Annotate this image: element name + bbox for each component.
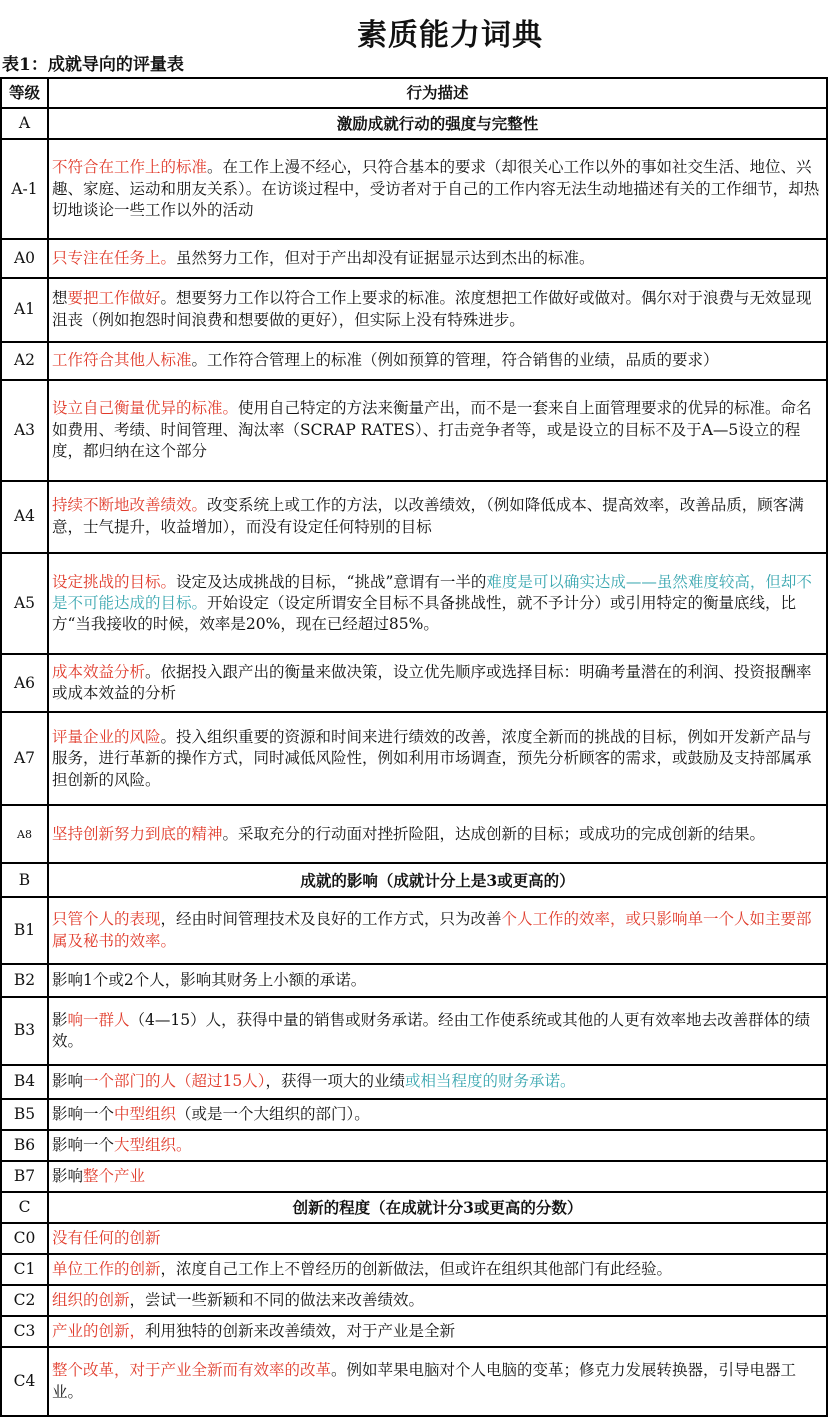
- section-row: [1, 863, 827, 897]
- level-cell: A3: [1, 380, 48, 480]
- description-text: 影响: [52, 1072, 84, 1091]
- description-cell: [48, 654, 827, 712]
- highlighted-text: 设定挑战的目标。: [52, 572, 177, 591]
- table-row: [1, 553, 827, 654]
- description-cell: [48, 108, 827, 139]
- description-cell: [48, 1099, 827, 1130]
- description-text: 想: [52, 289, 68, 308]
- level-cell: A-1: [1, 139, 48, 239]
- level-cell: C: [1, 1192, 48, 1223]
- level-cell: C2: [1, 1285, 48, 1316]
- table-row: [1, 997, 827, 1065]
- highlighted-text: 没有任何的创新: [52, 1229, 161, 1248]
- header-level: 等级: [1, 78, 48, 108]
- description-cell: [48, 1316, 827, 1347]
- description-text: 。依据投入跟产出的衡量来做决策，设立优先顺序或选择目标：明确考量潜在的利润、投资报酬率或成本效益的分析: [52, 662, 812, 703]
- level-cell: A2: [1, 342, 48, 380]
- highlighted-text: 中型组织: [114, 1105, 177, 1124]
- description-text: 影: [52, 1010, 68, 1029]
- description-text: ，尝试一些新颖和不同的做法来改善绩效。: [129, 1291, 425, 1310]
- description-text: 影响1个或2个人，影响其财务上小额的承诺。: [52, 970, 367, 989]
- table-row: [1, 1223, 827, 1254]
- description-text: ，获得一项大的业绩: [265, 1072, 406, 1091]
- highlighted-text: 成本效益分析: [52, 662, 146, 681]
- highlighted-text: 要把工作做好: [67, 289, 161, 308]
- description-text: 。工作符合管理上的标准（例如预算的管理，符合销售的业绩，品质的要求）: [191, 351, 719, 370]
- highlighted-text: 整个改革，对于产业全新而有效率的改革: [52, 1361, 332, 1380]
- description-cell: [48, 964, 827, 997]
- highlighted-text: 一个部门的人（超过15人）: [83, 1072, 266, 1091]
- description-text: 改变系统上或工作的方法，以改善绩效，（例如降低成本、提高效率，改善品质，顾客满意，士气提升，收益增加），而没有设定任何特别的目标: [52, 496, 804, 536]
- description-cell: [48, 1254, 827, 1285]
- table-row: [1, 1316, 827, 1347]
- table-row: [1, 654, 827, 712]
- description-cell: [48, 481, 827, 553]
- description-text: 。在工作上漫不经心，只符合基本的要求（却很关心工作以外的事如社交生活、地位、兴趣、家庭、运动和朋友关系）。在访谈过程中，受访者对于自己的工作内容无法生动地描述有关的工作细节，却热切地谈论一些工作以外的活动: [52, 158, 820, 219]
- highlighted-text: 响一群人: [67, 1010, 130, 1029]
- level-cell: A6: [1, 654, 48, 712]
- highlighted-text: 设立自己衡量优异的标准。: [52, 399, 239, 418]
- level-cell: B7: [1, 1161, 48, 1192]
- highlighted-text: 评量企业的风险: [52, 727, 161, 746]
- table-row: [1, 139, 827, 239]
- section-row: [1, 1192, 827, 1223]
- description-text: 开始设定（设定所谓安全目标不具备挑战性，就不予计分）或引用特定的衡量底线，比方“当我接收的时候，效率是20%，现在已经超过85%。: [52, 593, 797, 634]
- highlighted-text: 单位工作的创新: [52, 1260, 161, 1279]
- description-cell: [48, 712, 827, 805]
- description-cell: [48, 805, 827, 863]
- evaluation-table-body: [1, 78, 827, 1416]
- description-text: 。想要努力工作以符合工作上要求的标准。浓度想把工作做好或做对。偶尔对于浪费与无效显现沮丧（例如抱怨时间浪费和想要做的更好），但实际上没有特殊进步。: [52, 289, 812, 329]
- description-text: （4—15）人，获得中量的销售或财务承诺。经由工作使系统或其他的人更有效率地去改善群体的绩效。: [52, 1010, 811, 1050]
- level-cell: C3: [1, 1316, 48, 1347]
- level-cell: A8: [1, 805, 48, 863]
- description-text: 。采取充分的行动面对挫折险阻，达成创新的目标；或成功的完成创新的结果。: [222, 824, 766, 843]
- description-cell: [48, 1065, 827, 1099]
- table-row: [1, 1254, 827, 1285]
- description-text: 激励成就行动的强度与完整性: [336, 113, 539, 133]
- highlighted-text: 只管个人的表现: [52, 910, 161, 929]
- level-cell: B: [1, 863, 48, 897]
- description-text: ，浓度自己工作上不曾经历的创新做法，但或许在组织其他部门有此经验。: [160, 1260, 673, 1279]
- description-cell: [48, 1223, 827, 1254]
- description-cell: [48, 1285, 827, 1316]
- level-cell: C4: [1, 1347, 48, 1416]
- highlighted-text: 只专注在任务上。: [52, 248, 177, 267]
- level-cell: B3: [1, 997, 48, 1065]
- level-cell: B1: [1, 897, 48, 963]
- description-cell: [48, 239, 827, 277]
- level-cell: B6: [1, 1130, 48, 1161]
- description-text: 。例如苹果电脑对个人电脑的变革；修克力发展转换器，引导电器工业。: [52, 1361, 797, 1401]
- table-row: [1, 1347, 827, 1416]
- description-text: 影响一个: [52, 1136, 115, 1155]
- description-text: 设定及达成挑战的目标，“挑战”意谓有一半的: [176, 572, 487, 591]
- table-row: [1, 1130, 827, 1161]
- description-cell: [48, 139, 827, 239]
- description-cell: [48, 380, 827, 480]
- description-text: 影响: [52, 1167, 84, 1186]
- description-text: 使用自己特定的方法来衡量产出，而不是一套来自上面管理要求的优异的标准。命名如费用、考绩、时间管理、淘汰率（SCRAP RATES）、打击竞争者等，或是设立的目标不及于A—5设立的程度，都归纳在这个部分: [52, 399, 812, 460]
- description-text: 虽然努力工作，但对于产出却没有证据显示达到杰出的标准。: [176, 248, 595, 267]
- level-cell: B2: [1, 964, 48, 997]
- level-cell: B5: [1, 1099, 48, 1130]
- level-cell: A1: [1, 278, 48, 342]
- table-row: [1, 1065, 827, 1099]
- description-text: （或是一个大组织的部门）。: [176, 1105, 370, 1124]
- level-cell: A5: [1, 553, 48, 654]
- table-row: [1, 239, 827, 277]
- description-text: 成就的影响（成就计分上是3或更高的）: [300, 870, 575, 890]
- highlighted-text: 难度是可以确实达成——虽然难度较高，但却不是不可能达成的目标。: [52, 572, 812, 612]
- description-cell: [48, 1161, 827, 1192]
- description-text: 利用独特的创新来改善绩效，对于产业是全新: [145, 1322, 456, 1341]
- highlighted-text: 整个产业: [83, 1167, 146, 1186]
- description-text: 。投入组织重要的资源和时间来进行绩效的改善，浓度全新而的挑战的目标，例如开发新产品与服务，进行革新的操作方式，同时减低风险性，例如利用市场调查，预先分析顾客的需求，或鼓励及支持部属承担创新的风险。: [52, 727, 812, 789]
- evaluation-table: [0, 77, 828, 1417]
- description-cell: [48, 278, 827, 342]
- level-cell: B4: [1, 1065, 48, 1099]
- table-caption: 表1：成就导向的评量表: [2, 55, 184, 75]
- highlighted-text: 个人工作的效率，或只影响单一个人如主要部属及秘书的效率。: [52, 910, 812, 950]
- level-cell: A0: [1, 239, 48, 277]
- description-cell: [48, 342, 827, 380]
- table-row: [1, 1161, 827, 1192]
- highlighted-text: 大型组织。: [114, 1136, 192, 1155]
- description-cell: [48, 1347, 827, 1416]
- level-cell: A: [1, 108, 48, 139]
- highlighted-text: 坚持创新努力到底的精神: [52, 824, 223, 843]
- description-cell: [48, 553, 827, 654]
- table-row: [1, 712, 827, 805]
- description-cell: [48, 997, 827, 1065]
- table-row: [1, 1285, 827, 1316]
- table-row: [1, 481, 827, 553]
- level-cell: C0: [1, 1223, 48, 1254]
- table-row: [1, 1099, 827, 1130]
- highlighted-text: 持续不断地改善绩效。: [52, 496, 208, 515]
- level-cell: A7: [1, 712, 48, 805]
- description-text: 影响一个: [52, 1105, 115, 1124]
- description-text: 创新的程度（在成就计分3或更高的分数）: [292, 1198, 583, 1218]
- level-cell: A4: [1, 481, 48, 553]
- table-header-row: [1, 78, 827, 108]
- highlighted-text: 产业的创新，: [52, 1322, 146, 1341]
- highlighted-text: 组织的创新: [52, 1291, 130, 1310]
- description-cell: [48, 1130, 827, 1161]
- description-cell: [48, 897, 827, 963]
- description-cell: [48, 863, 827, 897]
- description-text: ，经由时间管理技术及良好的工作方式，只为改善: [160, 910, 502, 929]
- table-row: [1, 342, 827, 380]
- description-cell: [48, 1192, 827, 1223]
- table-row: [1, 380, 827, 480]
- highlighted-text: 不符合在工作上的标准: [52, 158, 208, 177]
- header-description: 行为描述: [48, 78, 827, 108]
- highlighted-text: 工作符合其他人标准: [52, 351, 192, 370]
- level-cell: C1: [1, 1254, 48, 1285]
- section-row: [1, 108, 827, 139]
- table-row: [1, 805, 827, 863]
- table-row: [1, 964, 827, 997]
- table-row: [1, 278, 827, 342]
- page-title: 素质能力词典: [357, 18, 543, 53]
- table-row: [1, 897, 827, 963]
- highlighted-text: 或相当程度的财务承诺。: [405, 1072, 576, 1091]
